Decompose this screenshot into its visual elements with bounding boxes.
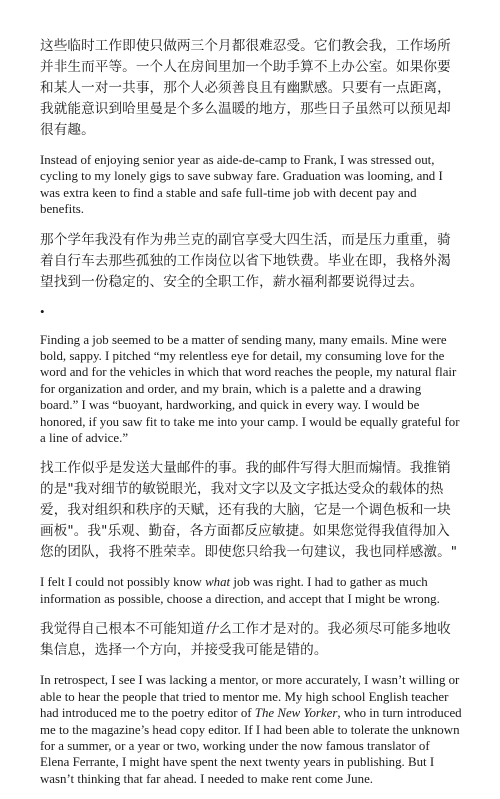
english-paragraph [40, 574, 462, 607]
emphasis-text: 什么 [204, 621, 232, 638]
emphasis-text: The New Yorker [254, 706, 338, 721]
paragraph-text: 这些临时工作即使只做两三个月都很难忍受。它们教会我，工作场所并非生而平等。一个人在房间里加一个助手算不上办公室。如果你要和某人一对一共事，那个人必须善良且有幽默感。只要有一点距离，我就能意识到哈里曼是个多么温暖的地方，那些日子虽然可以预见却很有趣。 [40, 38, 451, 138]
english-paragraph [40, 332, 462, 447]
chinese-paragraph [40, 230, 462, 293]
paragraph-text: 我觉得自己根本不可能知道 [40, 621, 205, 638]
document-body [40, 36, 462, 799]
paragraph-text: Finding a job seemed to be a matter of sending many, many emails. Mine were bold, sappy. I pitched “my relentless eye for detail, my consuming love for the word and for the vehicles in which that word reaches the people, my natural flair for organization and order, and my brain, which is a palette and a drawing board.” I was “buoyant, hardworking, and quick in every way. I would be honored, if you saw fit to take me into your camp. I would be equally grateful for a line of advice.” [40, 332, 460, 446]
emphasis-text: what [205, 575, 231, 590]
chinese-paragraph [40, 36, 462, 141]
paragraph-text: In retrospect, I see I was lacking a mentor, or more accurately, I wasn’t willing or able to hear the people that tried to mentor me. My high school English teacher had introduced me to the poetry editor of [40, 673, 460, 721]
paragraph-text: Instead of enjoying senior year as aide-de-camp to Frank, I was stressed out, cycling to my lonely gigs to save subway fare. Graduation was looming, and I was extra keen to find a stable and safe full-time job with decent pay and benefits. [40, 153, 443, 217]
chinese-paragraph [40, 619, 462, 661]
english-paragraph [40, 152, 462, 218]
paragraph-text: job was right. I had to gather as much information as possible, choose a direction, and accept that I might be wrong. [40, 575, 440, 606]
chinese-paragraph [40, 458, 462, 563]
paragraph-text: 找工作似乎是发送大量邮件的事。我的邮件写得大胆而煽情。我推销的是"我对细节的敏锐眼光，我对文字以及文字抵达受众的载体的热爱，我对组织和秩序的天赋，还有我的大脑，它是一个调色板和一块画板"。我"乐观、勤奋，各方面都反应敏捷。如果您觉得我值得加入您的团队，我将不胜荣幸。即使您只给我一句建议，我也同样感激。" [40, 460, 458, 561]
paragraph-text: 工作才是对的。我必须尽可能多地收集信息，选择一个方向，并接受我可能是错的。 [40, 621, 451, 659]
paragraph-text: • [40, 303, 45, 319]
paragraph-text: , who in turn introduced me to the magazine’s head copy editor. If I had been able to tolerate the unknown for a summer, or a year or two, working under the now famous translator of Elena Ferrante, I might have spent the next twenty years in publishing. But I wasn’t thinking that far ahead. I needed to make rent come June. [40, 706, 462, 786]
paragraph-text: I felt I could not possibly know [40, 575, 206, 590]
bullet-separator [40, 304, 462, 320]
english-paragraph [40, 672, 462, 787]
paragraph-text: 那个学年我没有作为弗兰克的副官享受大四生活，而是压力重重，骑着自行车去那些孤独的工作岗位以省下地铁费。毕业在即，我格外渴望找到一份稳定的、安全的全职工作，薪水福利都要说得过去。 [40, 231, 451, 290]
